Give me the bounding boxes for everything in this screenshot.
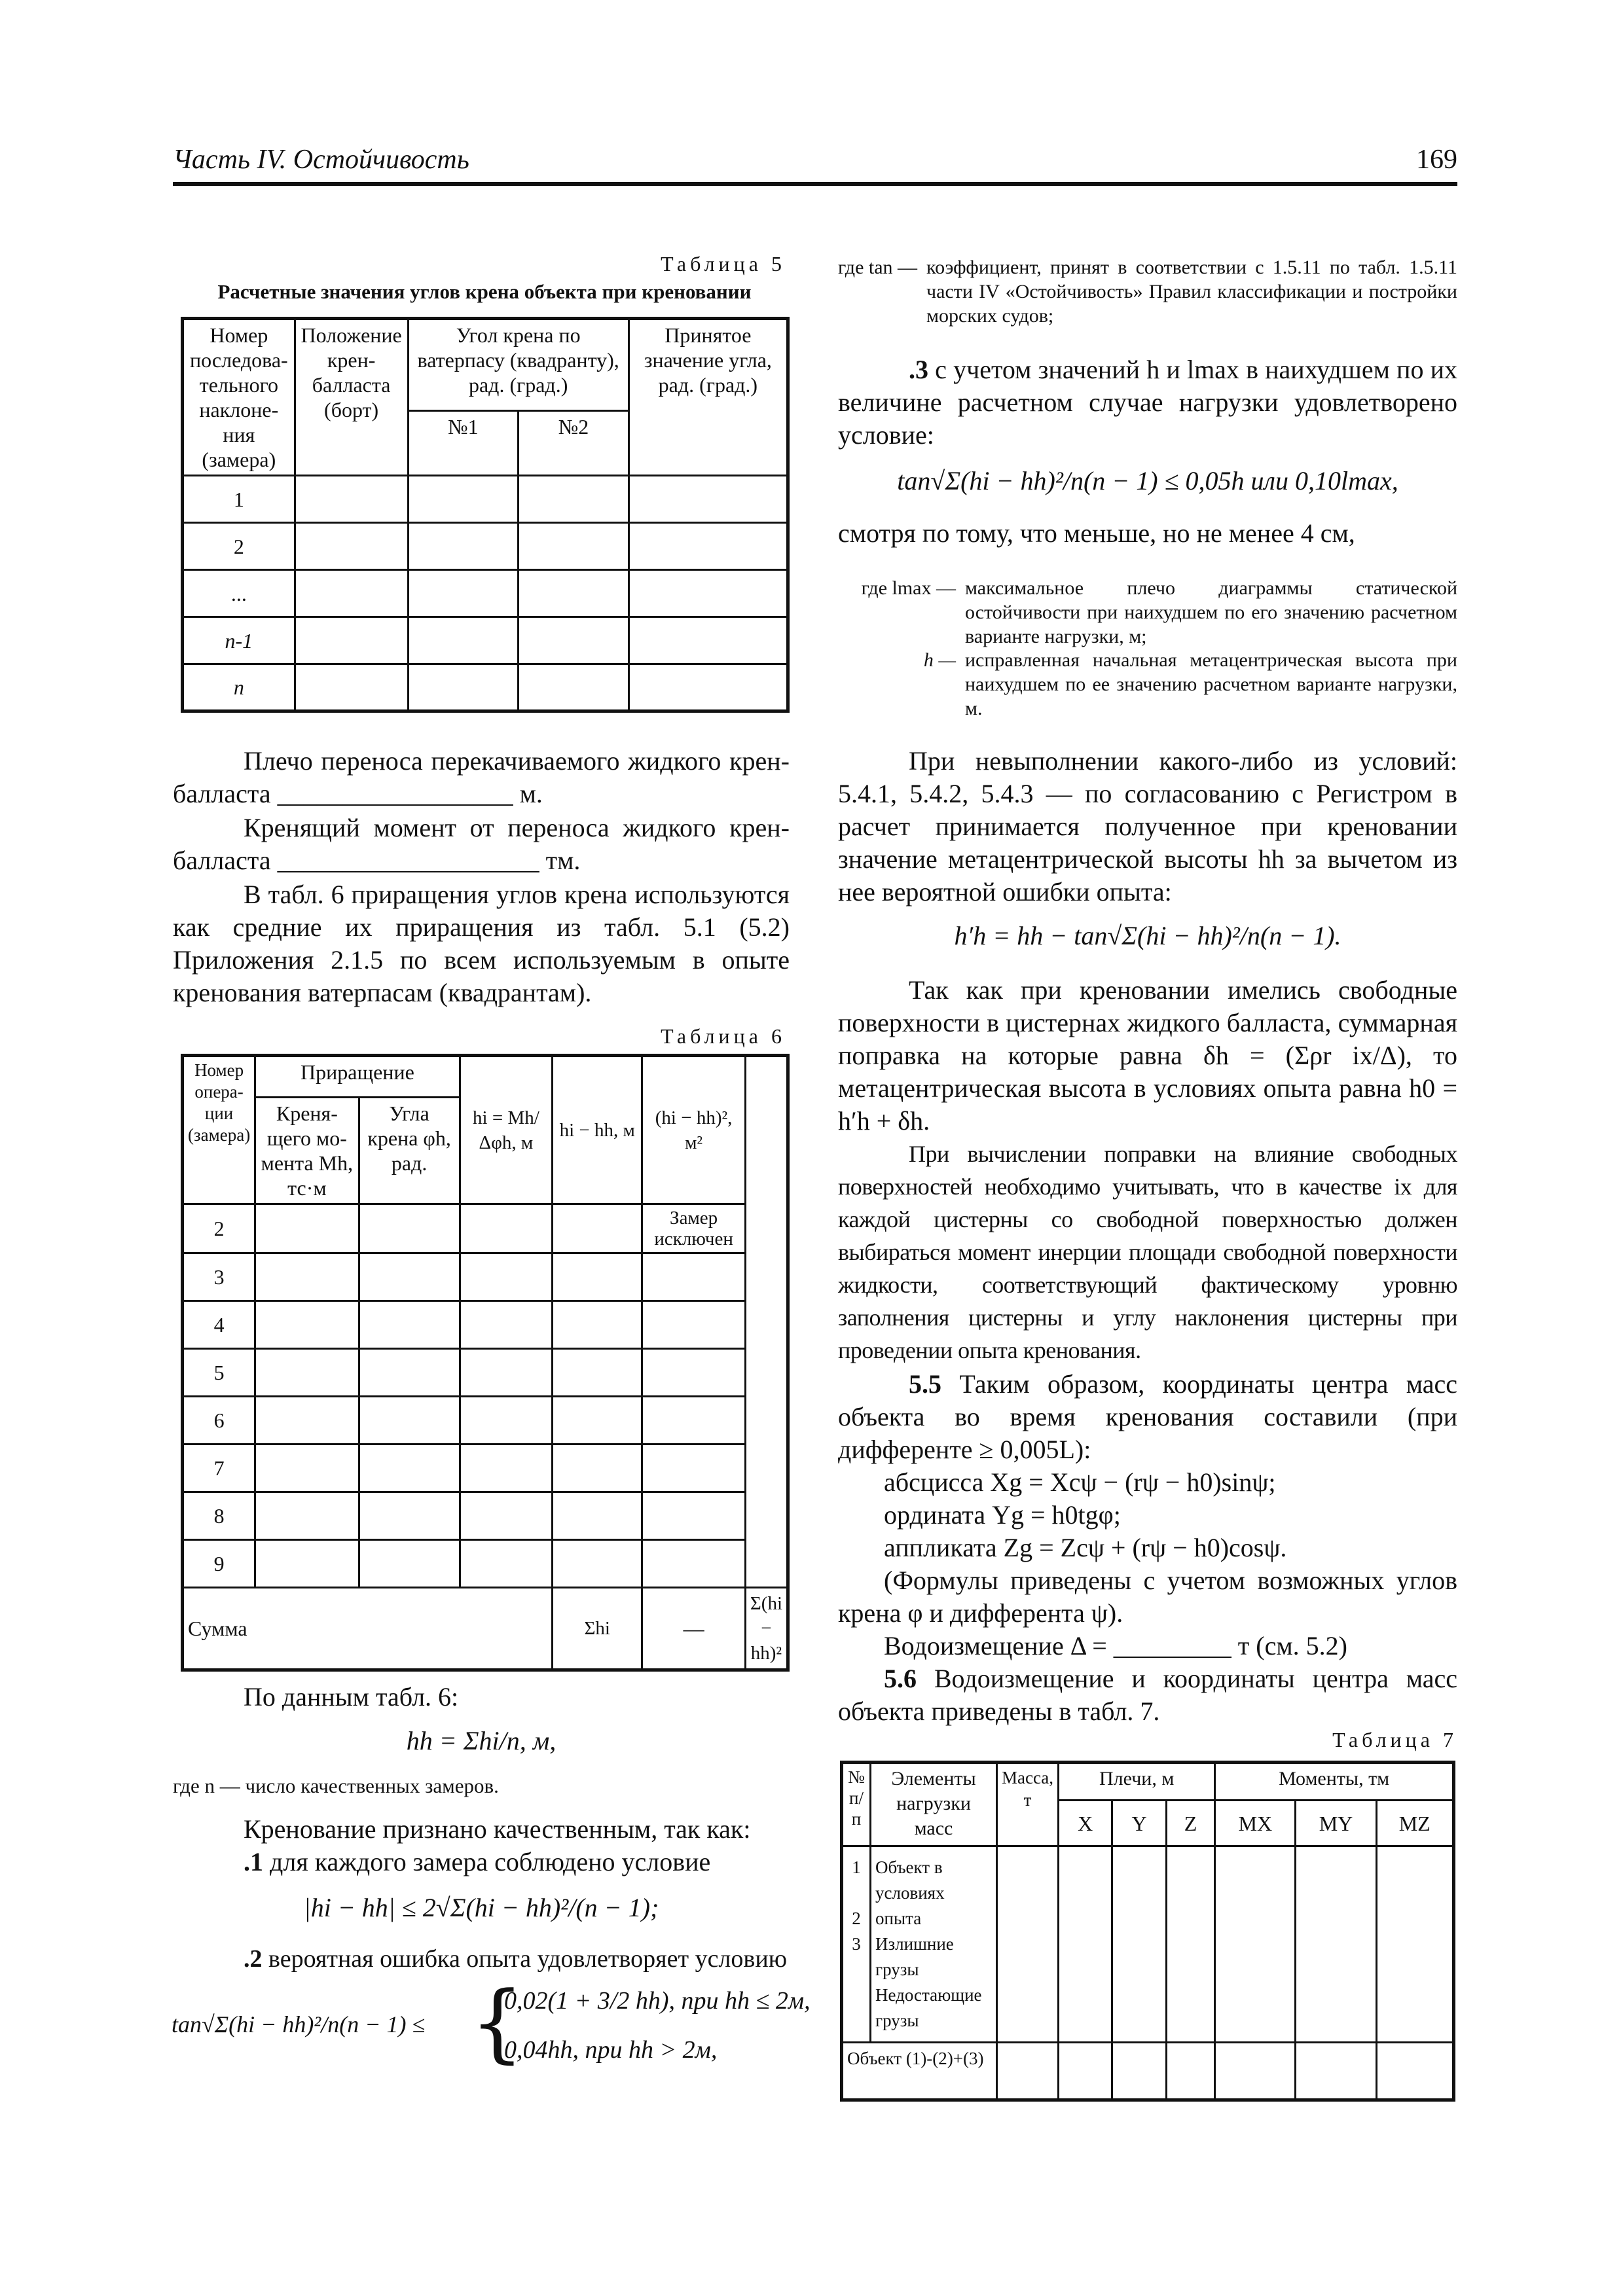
t7-head-my: MY (1296, 1801, 1376, 1846)
t5-row-num: ... (183, 570, 295, 617)
page-number: 169 (1416, 145, 1457, 175)
where-lmax (838, 576, 1457, 649)
t7-head-num: № п/п (842, 1763, 871, 1846)
t6-sum-sq: Σ(hi − hh)² (745, 1588, 788, 1670)
table6-caption: Таблица 6 (661, 1024, 786, 1048)
t5-head-angle: Угол крена по ватерпасу (квадранту), рад. (град.) (408, 319, 629, 411)
t6-head-number: Номер опера-ции (замера) (183, 1056, 255, 1204)
t6-row2-note: Замер исключен (642, 1204, 746, 1253)
condition-2-number: .2 (244, 1945, 263, 1973)
condition-2-text: вероятная ошибка опыта удовлетворяет условию (268, 1945, 788, 1973)
t6-head-hi: hi = Mh/Δφh, м (460, 1056, 553, 1204)
section-5-5-number: 5.5 (909, 1369, 941, 1399)
table6 (181, 1054, 790, 1672)
t6-head-moment: Креня-щего мо-мента Mh, тс·м (255, 1098, 359, 1204)
para-shoulder: Плечо переноса перекачиваемого жидкого крен-балласта __________________ м. (173, 746, 790, 808)
t7-row-label: Излишние грузы (875, 1934, 954, 1979)
where-h-label: h — (923, 649, 956, 671)
formula-condition-2-case-1: 0,02(1 + 3/2 hh), при hh ≤ 2м, (504, 1987, 811, 2015)
t6-row-num: 9 (183, 1540, 255, 1588)
para-table6-intro: В табл. 6 приращения углов крена используются как средние их приращения из табл. 5.1 (5.2) Приложения 2.1.5 по всем используемым в опыте кренования ватерпасам (квадрантам). (173, 880, 790, 1007)
t7-row-label: Недостающие грузы (875, 1985, 982, 2030)
t7-head-y: Y (1112, 1801, 1166, 1846)
t5-row-num: n-1 (183, 617, 295, 664)
para-free-surface: Так как при креновании имелись свободные поверхности в цистернах жидкого балласта, суммарная поправка на которые равна δh = (Σρr ix/Δ), то метацентрическая высота в условиях опыта равна h0 = h′h + δh. (838, 975, 1457, 1136)
section-5-5-text: Таким образом, координаты центра масс объекта во время кренования составили (при дифференте ≥ 0,005L): (838, 1369, 1457, 1464)
section-5-5 (838, 1368, 1457, 1466)
table5-title: Расчетные значения углов крена объекта при креновании (217, 280, 752, 303)
where-tan (838, 255, 1457, 328)
t7-row-num: 2 (852, 1909, 861, 1928)
para-non-compliance: При невыполнении какого-либо из условий: 5.4.1, 5.4.2, 5.4.3 — по согласованию с Регистром в расчет принимается полученное при креновании значение метацентрической высоты hh за вычетом из нее вероятной ошибки опыта: (838, 746, 1457, 906)
t7-row-numbers (842, 1846, 871, 2043)
t6-head-increment: Приращение (255, 1056, 460, 1098)
formula-hh: hh = Σhi/n, м, (406, 1726, 556, 1755)
abscissa: абсцисса Xg = Xcψ − (rψ − h0)sinψ; (884, 1467, 1276, 1497)
t7-head-mx: MX (1215, 1801, 1296, 1846)
t6-head-angle: Угла крена φh, рад. (359, 1098, 460, 1204)
t6-row-num: 3 (183, 1253, 255, 1301)
para-heeling-moment: Кренящий момент от переноса жидкого крен-балласта ____________________ тм. (173, 813, 790, 875)
table7-caption: Таблица 7 (1332, 1728, 1457, 1751)
where-tan-label: где tan — (838, 257, 918, 278)
table5 (181, 317, 790, 713)
condition-1 (244, 1846, 790, 1878)
formula-condition-2-left: tan√Σ(hi − hh)²/n(n − 1) ≤ (172, 2011, 426, 2037)
t7-row-labels (871, 1846, 997, 2043)
t6-row-num: 6 (183, 1397, 255, 1444)
t5-head-number: Номер последова-тельного наклоне-ния (замера) (183, 319, 295, 476)
para-quality: Кренование признано качественным, так как: (244, 1814, 751, 1844)
t6-row-num: 8 (183, 1492, 255, 1540)
formula-condition-3: tan√Σ(hi − hh)²/n(n − 1) ≤ 0,05h или 0,10lmax, (897, 466, 1398, 495)
t7-row-num: 3 (852, 1934, 861, 1954)
applicate: аппликата Zg = Zcψ + (rψ − h0)cosψ. (884, 1533, 1287, 1562)
formula-condition-1: |hi − hh| ≤ 2√Σ(hi − hh)²/(n − 1); (303, 1893, 659, 1922)
table7 (840, 1761, 1455, 2102)
t7-row-label: Объект в условиях опыта (875, 1857, 945, 1928)
formula-h-prime: h′h = hh − tan√Σ(hi − hh)²/n(n − 1). (954, 921, 1341, 950)
condition-2 (244, 1943, 790, 1975)
t6-row-num: 7 (183, 1444, 255, 1492)
t7-head-elements: Элементы нагрузки масс (871, 1763, 997, 1846)
displacement: Водоизмещение Δ = _________ т (см. 5.2) (884, 1631, 1347, 1660)
t5-head-angle-2: №2 (519, 410, 629, 475)
where-lmax-label: где lmax — (861, 577, 956, 599)
where-tan-text: коэффициент, принят в соответствии с 1.5.11 по табл. 1.5.11 части IV «Остойчивость» Правил классификации и постройки морских судов; (926, 257, 1457, 327)
where-n: где n — число качественных замеров. (173, 1774, 499, 1797)
para-correction: При вычислении поправки на влияние свободных поверхностей необходимо учитывать, что в качестве ix для каждой цистерны со свободной поверхностью должен выбираться момент инерции площади свободной поверхности жидкости, соответствующий фактическому уровню заполнения цистерны и углу наклонения цистерны при проведении опыта кренования. (838, 1141, 1457, 1363)
para-by-data: По данным табл. 6: (244, 1682, 459, 1712)
t5-row-num: n (183, 664, 295, 711)
where-h (838, 648, 1457, 721)
condition-3-text: с учетом значений h и lmax в наихудшем по их величине расчетном случае нагрузки удовлетворено условие: (838, 355, 1458, 450)
t7-head-moments: Моменты, тм (1215, 1763, 1454, 1801)
note-formulas: (Формулы приведены с учетом возможных углов крена φ и дифферента ψ). (838, 1566, 1457, 1628)
running-header (173, 143, 1457, 186)
table5-caption: Таблица 5 (661, 252, 786, 276)
t7-head-mass: Масса, т (997, 1763, 1059, 1846)
t6-row-num: 2 (183, 1204, 255, 1253)
condition-3-number: .3 (909, 355, 928, 384)
t6-sum-dash: — (642, 1588, 746, 1670)
t7-head-mz: MZ (1376, 1801, 1453, 1846)
header-title: Часть IV. Остойчивость (173, 145, 469, 175)
condition-1-text: для каждого замера соблюдено условие (270, 1847, 711, 1876)
t6-head-sq: (hi − hh)², м² (642, 1056, 746, 1204)
formula-condition-2-case-2: 0,04hh, при hh > 2м, (504, 2036, 718, 2064)
ordinate: ордината Yg = h0tgφ; (884, 1500, 1121, 1530)
t5-head-accepted: Принятое значение угла, рад. (град.) (629, 319, 788, 476)
section-5-6 (838, 1662, 1457, 1728)
t6-row-num: 5 (183, 1349, 255, 1397)
t6-sum-hi: Σhi (553, 1588, 642, 1670)
t5-row-num: 1 (183, 476, 295, 523)
section-5-6-number: 5.6 (884, 1664, 917, 1693)
t7-head-z: Z (1166, 1801, 1215, 1846)
t7-head-x: X (1059, 1801, 1112, 1846)
formula-brace: { (470, 1973, 524, 2072)
t5-head-angle-1: №1 (408, 410, 519, 475)
t5-row-num: 2 (183, 523, 295, 570)
t7-row-num: 1 (852, 1857, 861, 1877)
where-lmax-text: максимальное плечо диаграммы статической остойчивости при наихудшем по его значению расчетном варианте нагрузки, м; (965, 577, 1457, 647)
t5-head-ballast: Положение крен-балласта (борт) (295, 319, 408, 476)
section-5-6-text: Водоизмещение и координаты центра масс объекта приведены в табл. 7. (838, 1664, 1457, 1726)
condition-3-tail: смотря по тому, что меньше, но не менее 4 см, (838, 518, 1355, 548)
condition-3 (838, 353, 1457, 452)
where-h-text: исправленная начальная метацентрическая высота при наихудшем по ее значению расчетном варианте нагрузки, м. (965, 649, 1457, 719)
t6-sum-label: Сумма (183, 1588, 553, 1670)
t6-row-num: 4 (183, 1301, 255, 1349)
condition-1-number: .1 (244, 1847, 263, 1876)
t7-head-arms: Плечи, м (1059, 1763, 1215, 1801)
t6-head-diff: hi − hh, м (553, 1056, 642, 1204)
t7-total: Объект (1)-(2)+(3) (842, 2043, 997, 2100)
